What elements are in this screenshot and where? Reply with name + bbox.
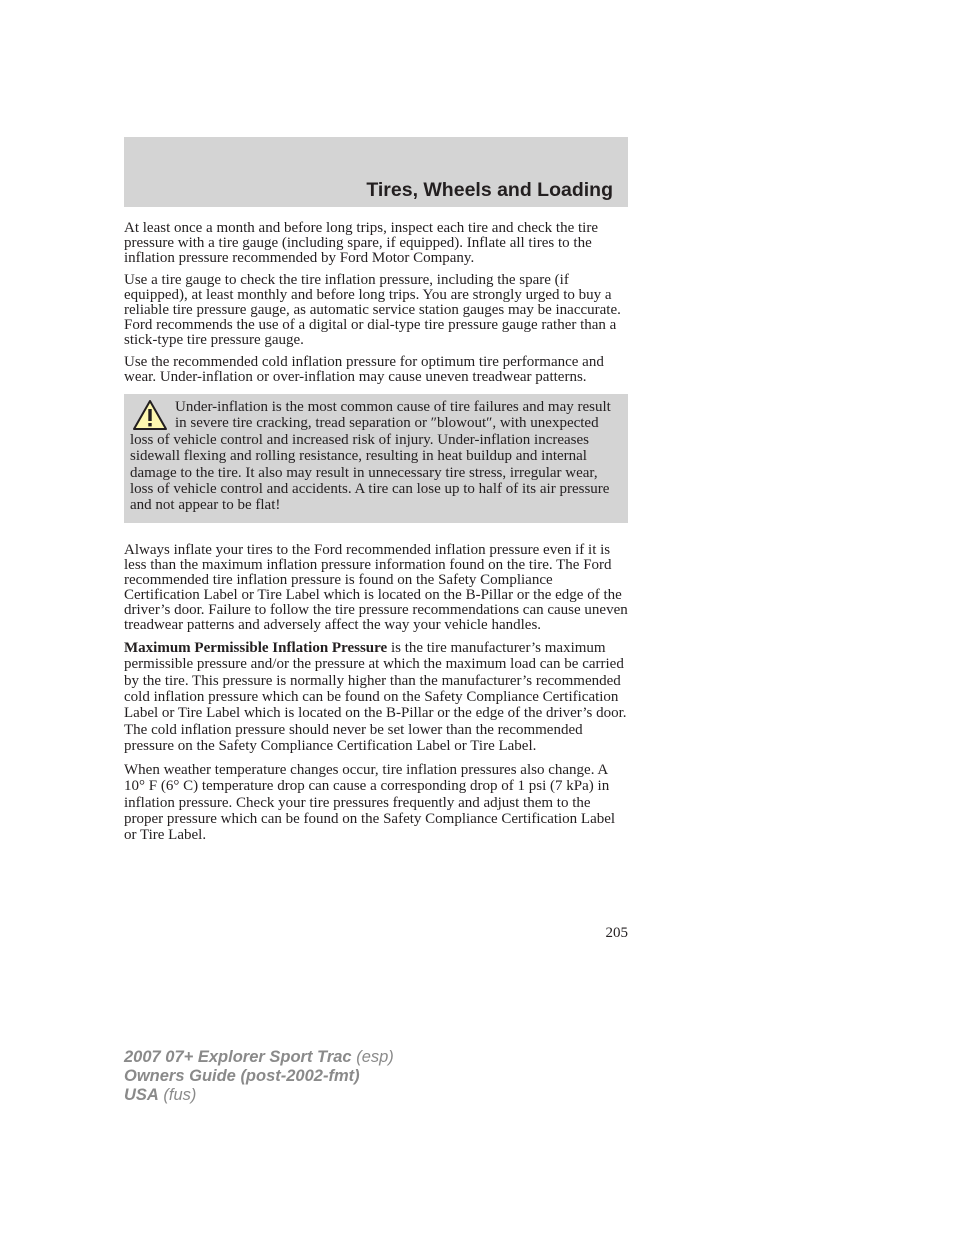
paragraph-cold-inflation: Use the recommended cold inflation pressure for optimum tire performance and wear. Under-inflation or over-inflation may cause uneven treadwear patterns. [124,354,604,385]
paragraph-temperature: When weather temperature changes occur, tire inflation pressures also change. A 10° F (6° C) temperature drop can cause a corresponding drop of 1 psi (7 kPa) in inflation pressure. Check your tire pressures frequently and adjust them to the proper pressure which can be found on the Safety Compliance Certification Label or Tire Label. [124,761,616,844]
term-max-pressure: Maximum Permissible Inflation Pressure [124,639,388,656]
page-number: 205 [605,925,628,941]
paragraph-recommended-pressure: Always inflate your tires to the Ford recommended inflation pressure even if it is less than the maximum inflation pressure information found on the tire. The Ford recommended tire inflation pressure is found on the Safety Compliance Certification Label or Tire Label which is located on the B-Pillar or the edge of the driver’s door. Failure to follow the tire pressure recommendations can cause uneven treadwear patterns and adversely affect the way your vehicle handles. [124,541,628,633]
paragraph-monthly-inspection: At least once a month and before long trips, inspect each tire and check the tire pressure with a tire gauge (including spare, if equipped). Inflate all tires to the inflation pressure recommended by Ford Motor Company. [124,220,598,266]
paragraph-max-pressure [124,640,628,755]
section-header [124,137,628,207]
warning-box [124,394,628,523]
definition-max-pressure: is the tire manufacturer’s maximum permissible pressure and/or the pressure at which the maximum load can be carried by the tire. This pressure is normally higher than the manufacturer’s recommended cold inflation pressure which can be found on the Safety Compliance Certification Label or Tire Label which is located on the B-Pillar or the edge of the driver’s door. The cold inflation pressure should never be set lower than the recommended pressure on the Safety Compliance Certification Label or Tire Label. [124,639,627,755]
footer-line-3: USA (fus) [124,1086,197,1104]
page-content [124,221,628,851]
warning-triangle-icon [132,399,168,431]
document-footer [124,1048,394,1105]
footer-line-2: Owners Guide (post-2002-fmt) [124,1067,360,1085]
section-title: Tires, Wheels and Loading [366,179,613,201]
paragraph-tire-gauge: Use a tire gauge to check the tire inflation pressure, including the spare (if equipped), at least monthly and before long trips. You are strongly urged to buy a reliable tire pressure gauge, as automatic service station gauges may be inaccurate. Ford recommends the use of a digital or dial-type tire pressure gauge rather than a stick-type tire pressure gauge. [124,272,621,348]
footer-line-1: 2007 07+ Explorer Sport Trac (esp) [124,1048,394,1066]
warning-text: Under-inflation is the most common cause of tire failures and may result in severe tire cracking, tread separation or ″blowout″, with unexpected loss of vehicle control and increased risk of injury. Under-inflation increases sidewall flexing and rolling resistance, resulting in heat buildup and internal damage to the tire. It also may result in unnecessary tire stress, irregular wear, loss of vehicle control and accidents. A tire can lose up to half of its air pressure and not appear to be flat! [130,399,611,514]
